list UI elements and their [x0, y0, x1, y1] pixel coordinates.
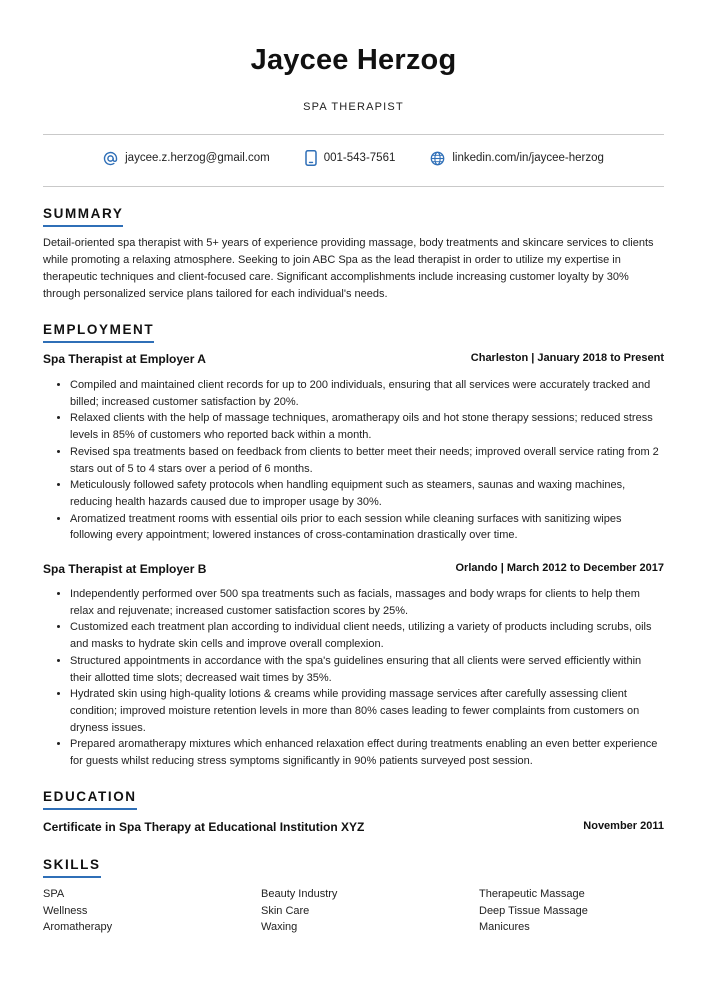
job-bullets — [43, 377, 664, 544]
skills-grid — [43, 886, 664, 936]
education-entry — [43, 820, 664, 834]
job-header — [43, 562, 664, 576]
job-meta: Charleston | January 2018 to Present — [470, 352, 664, 364]
phone-icon — [305, 150, 317, 166]
summary-text: Detail-oriented spa therapist with 5+ years of experience providing massage, body treatments and skincare services to clients while promoting a relaxing atmosphere. Seeking to join ABC Spa as the lead therapist in order to utilize my expertise in therapeutic techniques and client-focused care. Significant accomplishments include increasing customer loyalty by 30% through personalized service plans tailored for each individual's needs. — [43, 237, 654, 300]
education-degree: Certificate in Spa Therapy at Educational Institution XYZ — [43, 820, 365, 834]
skill-item: Beauty Industry — [261, 888, 338, 900]
contact-phone[interactable] — [305, 150, 396, 166]
skill-item: Skin Care — [261, 904, 310, 917]
list-item: • Structured appointments in accordance with the spa's guidelines ensuring that all clients were served efficiently within their allotted time slots; decreased wait times by 35%. — [70, 653, 664, 686]
job-title: SPA THERAPIST — [303, 101, 404, 113]
skill-item: Wellness — [43, 904, 88, 917]
list-item: • Prepared aromatherapy mixtures which enhanced relaxation effect during treatments enabling an even better experience for guests whilst reducing stress symptoms significantly in 90% patients surveyed post session. — [70, 736, 664, 769]
phone-text: 001-543-7561 — [323, 152, 396, 164]
skills-heading-text: SKILLS — [43, 857, 101, 872]
at-sign-icon — [103, 151, 118, 166]
skill-item: SPA — [43, 888, 65, 900]
candidate-name: Jaycee Herzog — [250, 44, 457, 76]
skill-item: Deep Tissue Massage — [479, 904, 588, 917]
heading-underline — [43, 341, 154, 343]
employment-heading-text: EMPLOYMENT — [43, 322, 155, 337]
skill-item: Aromatherapy — [43, 921, 113, 934]
list-item: • Compiled and maintained client records for up to 200 individuals, ensuring that all services were accurately tracked and billed; increased customer satisfaction by 20%. — [70, 377, 664, 410]
contact-bar — [43, 150, 664, 166]
skills-heading — [43, 857, 101, 878]
divider — [43, 186, 664, 187]
education-heading-text: EDUCATION — [43, 789, 137, 804]
list-item: • Meticulously followed safety protocols when handling equipment such as steamers, saunas and waxing machines, reducing health hazards caused due to improper usage by 30%. — [70, 477, 664, 510]
summary-heading — [43, 206, 123, 227]
list-item: • Revised spa treatments based on feedback from clients to better meet their needs; improved overall service rating from 2 stars out of 5 to 4 stars over a period of 6 months. — [70, 444, 664, 477]
skill-item: Waxing — [261, 921, 298, 934]
list-item: • Customized each treatment plan according to individual client needs, utilizing a variety of products including scrubs, oils and masks to hydrate skin cells and improve overall complexion. — [70, 619, 664, 652]
job-bullets — [43, 586, 664, 770]
education-date: November 2011 — [583, 820, 664, 832]
list-item: • Independently performed over 500 spa treatments such as facials, massages and body wraps for clients to help them relax and rejuvenate; increased customer satisfaction scores by 25%. — [70, 586, 664, 619]
contact-email[interactable] — [103, 150, 270, 166]
contact-linkedin[interactable] — [430, 150, 604, 166]
heading-underline — [43, 225, 123, 227]
job-meta: Orlando | March 2012 to December 2017 — [455, 562, 664, 574]
skill-item: Therapeutic Massage — [479, 888, 585, 900]
skill-item: Manicures — [479, 921, 530, 934]
list-item: • Relaxed clients with the help of massage techniques, aromatherapy oils and hot stone therapy sessions; reduced stress levels in 85% of customers who reported back within a month. — [70, 410, 664, 443]
divider — [43, 134, 664, 135]
job-header — [43, 352, 664, 366]
summary-heading-text: SUMMARY — [43, 206, 124, 221]
globe-icon — [430, 151, 445, 166]
email-text: jaycee.z.herzog@gmail.com — [125, 152, 270, 164]
education-heading — [43, 789, 137, 810]
heading-underline — [43, 808, 137, 810]
list-item: • Hydrated skin using high-quality lotions & creams while providing massage services after carefully assessing client condition; improved moisture retention levels in more than 80% cases leading to fewer complaints from customers on dryness issues. — [70, 686, 664, 736]
employment-heading — [43, 322, 154, 343]
list-item: • Aromatized treatment rooms with essential oils prior to each session while cleaning surfaces with sanitizing wipes following every appointment; lowered instances of cross-contamination drastically over time. — [70, 511, 664, 544]
job-role: Spa Therapist at Employer B — [43, 562, 207, 576]
linkedin-text: linkedin.com/in/jaycee-herzog — [452, 152, 604, 164]
heading-underline — [43, 876, 101, 878]
job-role: Spa Therapist at Employer A — [43, 352, 206, 366]
